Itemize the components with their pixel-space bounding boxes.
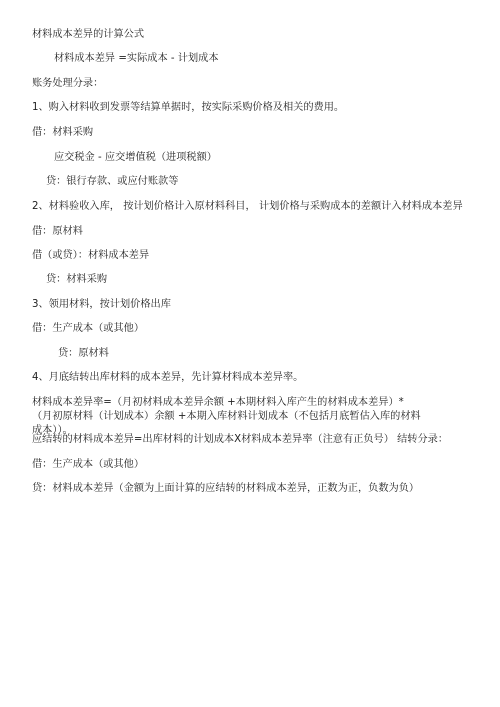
debit-entry: 借：原材料 xyxy=(32,226,83,237)
debit-entry: 借：生产成本（或其他） xyxy=(32,459,145,470)
debit-entry-indent: 应交税金 - 应交增值税（进项税额） xyxy=(54,152,217,163)
credit-entry: 贷：材料成本差异（金额为上面计算的应结转的材料成本差异，正数为正，负数为负） xyxy=(32,483,420,494)
debit-or-credit-entry: 借（或贷）：材料成本差异 xyxy=(32,250,150,261)
step-1-heading: 1、购入材料收到发票等结算单据时，按实际采购价格及相关的费用。 xyxy=(32,102,345,113)
credit-entry: 贷：银行存款、或应付账款等 xyxy=(46,176,179,187)
credit-entry: 贷：材料采购 xyxy=(46,274,108,285)
debit-entry: 借：生产成本（或其他） xyxy=(32,323,145,334)
transfer-variance-formula: 应结转的材料成本差异=出库材料的计划成本X材料成本差异率（注意有正负号） 结转分录： xyxy=(32,434,449,445)
doc-title: 材料成本差异的计算公式 xyxy=(32,29,145,40)
formula-line: 材料成本差异 =实际成本 - 计划成本 xyxy=(54,53,219,64)
section-heading: 账务处理分录： xyxy=(32,78,104,89)
step-2-heading: 2、材料验收入库， 按计划价格计入原材料科目， 计划价格与采购成本的差额计入材料成本差异 xyxy=(32,201,463,212)
debit-entry: 借：材料采购 xyxy=(32,127,94,138)
step-3-heading: 3、领用材料，按计划价格出库 xyxy=(32,299,171,310)
credit-entry: 贷：原材料 xyxy=(58,348,109,359)
variance-rate-formula: 材料成本差异率=（月初材料成本差异余额 +本期材料入库产生的材料成本差异）*（月初原材料（计划成本）余额 +本期入库材料计划成本（不包括月底暂估入库的材料成本））。 xyxy=(32,397,421,436)
step-4-heading: 4、月底结转出库材料的成本差异，先计算材料成本差异率。 xyxy=(32,372,304,383)
